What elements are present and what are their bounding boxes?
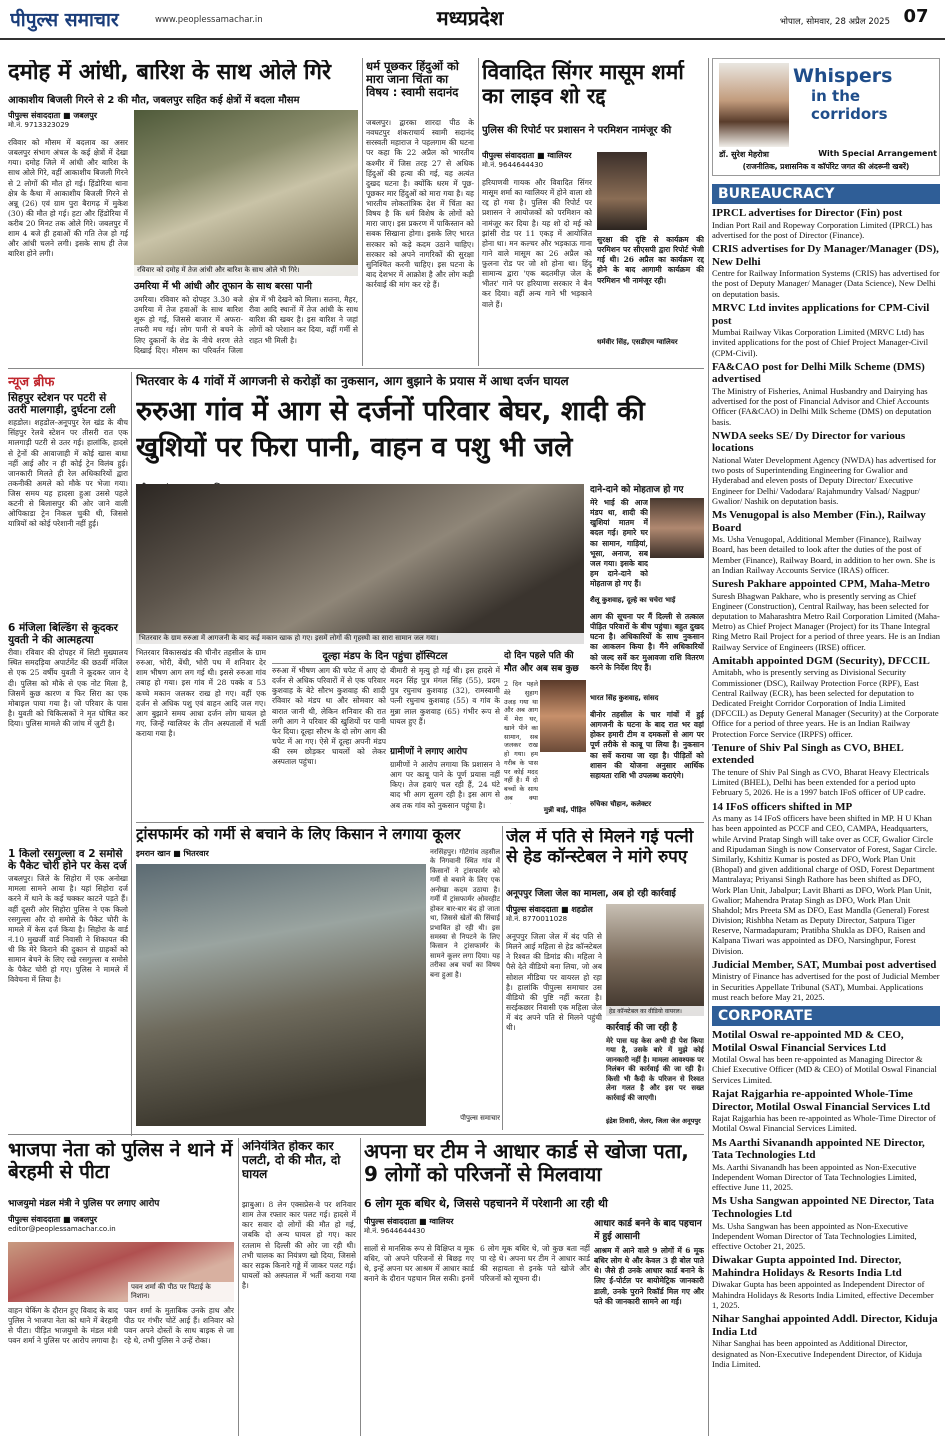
story-singer-photo xyxy=(597,152,647,230)
logo: पीपुल्स समाचार xyxy=(10,9,119,31)
brief-item-1: सिहपुर स्टेशन पर पटरी से उतरी मालगाड़ी, दुर्घटना टली शहडोल। शहडोल-अनूपपुर रेल खंड के बीच सिंहपुर रेलवे स्टेशन पर तीसरी रात एक मालगाड़ी पटरी से उतर गई। हालांकि, हादसे से ट्रेनों की आवाजाही में कोई खास बाधा नहीं आई और न ही कोई ट्रेन विलंब हुई। जानकारी मिलते ही रेल अधिकारियों द्वारा तकनीकी अमले को मौके पर भेजा गया। जिस समय यह हादसा हुआ उससे पहले कटनी से बिलासपुर की ओर जाने वाली ओपिकाडा ट्रेन निकल चुकी थी, जिससे यात्रियों को कोई परेशानी नहीं हुई। xyxy=(8,392,128,529)
story-cooler-headline: ट्रांसफार्मर को गर्मी से बचाने के लिए किसान ने लगाया कूलर xyxy=(136,826,461,843)
fire-sub1-list: बीमारी से मृत्यु हो गई थी। इस हादसे में मदन सिंह पुत्र मंगल सिंह (55), प्रदम पुत्र रघुनाथ कुशवाह (32), रामस्वामी पत्नी रघुनाथ कुशवाह (55) व गांव के मुन्ना लाल कुशवाह (65) गंभीर रूप से घायल हुए हैं। xyxy=(390,666,500,726)
wc-item-headline: Diwakar Gupta appointed Ind. Director, Mahindra Holidays & Resorts India Ltd xyxy=(712,1254,902,1279)
fire-side-quote-2: आग की सूचना पर मैं दिल्ली से तत्काल पीड़ित परिवारों के बीच पहुंचा। बहुत दुखद घटना है। अधिकारियों के साथ नुकसान का आकलन किया है। मैंने अधिकारियों को जल्द सर्वे कर मुआवजा राशि वितरण करने के निर्देश दिए हैं। xyxy=(590,612,704,672)
wc-item-body: Ministry of Finance has advertised for the post of Judicial Member in Securities Appellate Tribunal (SAT), Mumbai. Applications must reach before May 21, 2025. xyxy=(712,971,940,1002)
story-aadhaar-subhead: 6 लोग मूक बधिर थे, जिससे पहचानने में परेशानी आ रही थी xyxy=(364,1197,608,1210)
fire-side-credit-3: रुचिका चौहान, कलेक्टर xyxy=(590,800,652,808)
fire-sub3-credit: मुन्नी बाई, पीड़ित xyxy=(543,806,586,814)
fire-sub3-photo xyxy=(540,680,586,752)
wc-item-body: Mumbai Railway Vikas Corporation Limited (MRVC Ltd) has invited applications for the post of Chief Project Manager-Civil (CPM-Civil). xyxy=(712,327,929,358)
story-cooler-credit: पीपुल्स समाचार xyxy=(460,1114,500,1122)
wc-item-headline: Ms Venugopal is also Member (Fin.), Railway Board xyxy=(712,508,926,534)
fire-sub1-body: रुरुआ में भीषण आग की चपेट में आए दो दर्जन से अधिक परिवारों में से एक परिवार कुशवाह के बेटे सौरभ कुशवाह की शादी रविवार को मंडप था और सोमवार को बारात जानी थी, लेकिन शनिवार की रात लगी आग ने परिवार की खुशियों पर पानी फेर दिया। दूल्हा सौरभ के दो लोग आग की चपेट में आ गए। ऐसे में दूल्हा अपनी मंडप की रस्म छोड़कर घायलों को लेकर अस्पताल पहुंचा। xyxy=(272,666,386,767)
story-fire-photo: भितरवार के ग्राम रुरुआ में आगजनी के बाद कई मकान खाक हो गए। इसमें लोगों की गृहस्थी का सारा सामान जल गया। xyxy=(136,484,584,644)
wc-corporate-list xyxy=(712,1029,940,1369)
story-damoh-subhead: आकाशीय बिजली गिरने से 2 की मौत, जबलपुर सहित कई क्षेत्रों में बदला मौसम xyxy=(8,95,300,106)
story-damoh-headline: दमोह में आंधी, बारिश के साथ ओले गिरे xyxy=(8,60,332,85)
brief-item-2: 6 मंजिला बिल्डिंग से कूदकर युवती ने की आत्महत्या रीवा। रविवार की दोपहर में सिटी मुख्यालय स्थित समदड़िया अपार्टमेंट की छठवीं मंजिल से एक 25 वर्षीय युवती ने कूदकर जान दे दी। पुलिस को मौके से एक नोट मिला है, जिसमें कुछ कारण व फिर सिरा का एक मोबाइल पाया गया है। जो परिवार के पास है। युवती को चिकित्सकों ने मृत घोषित कर दिया। पुलिस मामले की जांच में जुटी है। xyxy=(8,622,128,728)
fire-side-credit-2: भारत सिंह कुशवाह, सांसद xyxy=(590,694,659,702)
fire-sub3-body: 2 दिन पहले मेरे सुहाग उजड़ गया था और अब आग में मेरा घर, खाने पीने का सामान, सब जलकर राख हो गया। हम गरीब के पास पर कोई मदद नहीं है। मैं दो बच्चों के साथ अब क्या xyxy=(504,680,538,802)
wc-item-body: Nihar Sanghai has been appointed as Additional Director, designated as Non-Executive Independent Director, of Kiduja India Limited. xyxy=(712,1338,922,1369)
story-aadhaar-body: सालों से मानसिक रूप से विक्षिप्त व मूक बधिर, जो अपने परिजनों से बिछड़ गए थे, इन्हें अपना घर आश्रम में आधार कार्ड बनाने के दौरान पहचान मिल सकी। इनमें 6 लोग मूक बधिर थे, जो कुछ बता नहीं पा रहे थे। अपना घर टीम ने आधार कार्ड की सहायता से इनके पते खोजे और परिजनों को सूचना दी। xyxy=(364,1244,590,1284)
fire-side-credit-1: शैलू कुशवाह, दूल्हे का चचेरा भाई xyxy=(590,596,676,604)
wc-item-headline: 14 IFoS officers shifted in MP xyxy=(712,800,853,813)
story-fire-kicker: भितरवार के 4 गांवों में आगजनी से करोड़ों का नुकसान, आग बुझाने के प्रयास में आधा दर्जन घायल xyxy=(136,374,569,388)
wc-item-body: Motilal Oswal has been re-appointed as Managing Director & Chief Executive Officer (MD & CEO) of Motilal Oswal Financial Services Limited. xyxy=(712,1054,937,1085)
story-sadanand-body: जबलपुर। द्वारका शारदा पीठ के नवघटपुर शंकराचार्य स्वामी सदानंद सरस्वती महाराज ने पहलगाम की घटना पर कहा कि 22 अप्रैल को भारतीय कश्मीर में जिस तरह 27 से अधिक हिंदुओं की हत्या की गई, यह अत्यंत दुखद घटना है। क्योंकि धरम में पूछ-पूछकर मार हिंदुओं को मारा गया है। यह भारतीय लोकतांत्रिक देश में चिंता का विषय है कि धर्म विशेष के लोगों को मारा जाए। इस प्रकरण में पाकिस्तान को सबक सिखाना होगा। इसके लिए भारत सरकार को कड़े कदम उठाने चाहिए। सरकार को अपने नागरिकों की सुरक्षा सुनिश्चित करनी चाहिए। इस घटना के बाद देशभर में आक्रोश है और लोग कड़ी कार्रवाई की मांग कर रहे हैं। xyxy=(366,118,474,289)
wc-item-body: Centre for Railway Information Systems (CRIS) has advertised for the post of Deputy Manager/ Manager (Data Science), New Delhi on deputation basis. xyxy=(712,268,940,299)
wc-item-headline: Ms Aarthi Sivanandh appointed NE Director, Tata Technologies Ltd xyxy=(712,1136,925,1162)
wc-section-corporate: CORPORATE xyxy=(712,1006,940,1026)
wc-arrangement: With Special Arrangement xyxy=(818,149,937,158)
story-aadhaar-side-body: आश्रम में आने वाले 9 लोगों में 6 मूक बधिर लोग थे और केवल 3 ही बोल पाते थे। जैसे ही उनके आधार कार्ड बनाने के लिए ई-पोर्टल पर बायोमेट्रिक जानकारी डाली, उनके पुराने रिकॉर्ड मिल गए और पते की जानकारी सामने आ गई। xyxy=(594,1246,704,1306)
story-singer-credit: धर्मवीर सिंह, एसडीएम ग्वालियर xyxy=(597,338,678,346)
story-singer-side: सुरक्षा की दृष्टि से कार्यक्रम की परमिशन पर सीएसपी द्वारा रिपोर्ट भेजी गई थी। 26 अप्रैल का कार्यक्रम रद्द होने के बाद आगामी कार्यक्रम की परमिशन भी नामंजूर रही। xyxy=(597,235,704,285)
wc-item-headline: Tenure of Shiv Pal Singh as CVO, BHEL extended xyxy=(712,741,904,767)
story-jail-side-body: मेरे पास यह केस अभी ही पेश किया गया है, उसके बारे में मुझे कोई जानकारी नहीं है। मामला आवश्यक पर निलंबन की कार्रवाई की जा रही है। किसी भी कैदी के परिजन से रिश्वत लेना गलत है और इस पर सख्त कार्रवाई की जाएगी। xyxy=(606,1036,704,1102)
story-singer-headline: विवादित सिंगर मासूम शर्मा का लाइव शो रद्द xyxy=(482,60,684,109)
story-cooler-body: नरसिंहपुर। गोटेगांव तहसील के निगवानी स्थित गांव में किसानों ने ट्रांसफार्मर को गर्मी से बचाने के लिए एक अनोखा कदम उठाया है। गर्मी में ट्रांसफार्मर ओवरहीट होकर बार-बार बंद हो जाता था, जिससे खेतों की सिंचाई प्रभावित हो रही थी। इस समस्या से निपटने के लिए किसान ने ट्रांसफार्मर के सामने कूलर लगा दिया। यह तरीका अब चर्चा का विषय बना हुआ है। xyxy=(430,848,500,979)
wc-item-body: Ms. Aarthi Sivanandh has been appointed as Non-Executive Independent Woman Director of Tata Technologies Limited, effective June 11, 2025. xyxy=(712,1161,917,1193)
fire-sub3: दो दिन पहले पति की मौत और अब सब कुछ xyxy=(504,651,579,674)
fire-sub1: दूल्हा मंडप के दिन पहुंचा हॉस्पिटल xyxy=(272,648,498,664)
wc-item-headline: Amitabh appointed DGM (Security), DFCCIL xyxy=(712,654,930,667)
story-umaria-body: उमरिया। रविवार को दोपहर 3.30 बजे उमरिया में तेज हवाओं के साथ बारिश शुरू हो गई, जिससे बाजार में अफरा-तफरी मच गई। लोग पानी से बचने के लिए दुकानों के शेड के नीचे शरण लेते दिखाई दिए। मौसम का परिवर्तन जिला क्षेत्र में भी देखने को मिला। सतना, मैहर, रीवा आदि स्थानों में तेज आंधी के साथ बारिश की खबर है। इस बारिश ने जहां लोगों को परेशान कर दिया, वहीं गर्मी से राहत भी मिली है। xyxy=(134,295,358,355)
fire-side-quote-1: मेरे भाई की आज मंडप था, शादी की खुशियां मातम में बदल गई। हमारे घर का सामान, गाड़ियां, भूसा, अनाज, सब जल गया। इसके बाद हम दाने-दाने को मोहताज हो गए हैं। xyxy=(590,498,648,588)
story-singer-byline: पीपुल्स संवाददाता ■ ग्वालियर मो.नं. 9644644430 xyxy=(482,151,572,169)
story-jail-headline: जेल में पति से मिलने गई पत्नी से हेड कॉन्स्टेबल ने मांगे रुपए xyxy=(506,828,694,867)
story-jail-side-title: कार्रवाई की जा रही है xyxy=(606,1023,678,1033)
wc-item-headline: IPRCL advertises for Director (Fin) post xyxy=(712,207,903,219)
fire-side-quote-3: बीनोर तहसील के चार गांवों में हुई आगजनी के घटना के बाद रात भर वहां होकर हमारी टीम व दमकलों से आग पर पूर्ण तरीके से काबू पा लिया है। नुकसान का सर्वे कराया जा रहा है। पीड़ितों को शासन की योजना अनुसार आर्थिक सहायता राशि भी उपलब्ध कराएंगे। xyxy=(590,710,704,780)
story-jail-subhead: अनूपपुर जिला जेल का मामला, अब हो रही कार्रवाई xyxy=(506,889,676,899)
story-bjp-subhead: भाजयुमो मंडल मंत्री ने पुलिस पर लगाए आरोप xyxy=(8,1199,160,1209)
wc-item-headline: NWDA seeks SE/ Dy Director for various locations xyxy=(712,429,906,455)
wc-item-body: National Water Development Agency (NWDA) has advertised for two posts of Superintending Engineering for Gwalior and Hyderabad and eleven posts of Deputy Director/ Executive Engineer for Delhi/ Vadodara/ Rajahmundry Valsad/ Nagpur/ Gwalior/ Nashik on deputation basis. xyxy=(712,455,937,506)
wc-item-body: Rajat Rajgarhia has been re-appointed as Whole-Time Director of Motilal Oswal Financial Services Limited. xyxy=(712,1113,936,1134)
fire-sub2-body: ग्रामीणों ने आरोप लगाया कि प्रशासन ने आग पर काबू पाने के पूर्ण प्रयास नहीं किए। तेज हवाएं चल रही हैं, 24 घंटे बाद भी आग सुलग रही है। इस आग से अब तक गांव को नुकसान पहुंचा है। xyxy=(390,760,500,810)
wc-item-body: The Ministry of Fisheries, Animal Husbandry and Dairying has advertised for the post of Financial Advisor and Chief Accounts Officer (FA&CAO) in Delhi Milk Scheme (DMS) on deputation basis. xyxy=(712,385,932,427)
story-car-headline: अनियंत्रित होकर कार पलटी, दो की मौत, दो घायल xyxy=(242,1140,341,1181)
wc-bureaucracy-list xyxy=(712,207,940,1002)
section-title: मध्यप्रदेश xyxy=(436,6,504,30)
wc-item-body: Diwakar Gupta has been appointed as Independent Director of Mahindra Holidays & Resorts India Limited, effective December 1, 2025. xyxy=(712,1279,934,1310)
wc-item-body: Suresh Bhagwan Pakhare, who is presently serving as Chief Engineer (Construction), Central Railway, has been selected for deputation to Maharashtra Metro Rail Corporation Limited (Maha-Metro) as Chief Project Manager (Project) for its Thane Integral Ring Metro Rail Project for a period of three years. He is an Indian Railway Service of Engineers (IRSE) officer. xyxy=(712,590,940,652)
wc-item-headline: Suresh Pakhare appointed CPM, Maha-Metro xyxy=(712,577,930,590)
dateline: भोपाल, सोमवार, 28 अप्रैल 2025 xyxy=(779,17,890,27)
wc-item-headline: Nihar Sanghai appointed Addl. Director, Kiduja India Ltd xyxy=(712,1313,938,1338)
story-jail-byline: पीपुल्स संवाददाता ■ शहडोल मो.नं. 8770011028 xyxy=(506,905,593,923)
brief-item-3: 1 किलो रसगुल्ला व 2 समोसे के पैकेट चोरी होने पर केस दर्ज जबलपुर। जिले के सिहोरा में एक अनोखा मामला सामने आया है। यहां सिहोरा दर्ज करने में थाने के कई चक्कर काटने पड़ते हैं। वहीं दूसरी ओर सिहोरा पुलिस ने एक किलो रसगुल्ला और दो समोसे के पैकेट चोरी के मामले में केस दर्ज किया है। सिहोरा के वार्ड नं.10 मुखर्जी वार्ड निवासी ने शिकायत की थी कि मेरे किराने की दुकान से ग्राहकों को सामान बेचने के लिए रखे रसगुल्ला व समोसे के पैकेट चोरी हो गए। पुलिस ने मामले में विवेचना में लिया है। xyxy=(8,848,128,985)
wc-item-body: Amitabh, who is presently serving as Divisional Security Commissioner (DSC), Railway Protection Force (RPF), East Central Railway (ECR), has been selected for deputation to Dedicated Freight Corridor Corporation of India Limited (DFCCIL) as Deputy General Manager (Security) at the Corporate Office for a period of three years. He is an Indian Railway Protection Force Service (IRPFS) officer. xyxy=(712,667,939,739)
wc-item-headline: Ms Usha Sangwan appointed NE Director, Tata Technologies Ltd xyxy=(712,1195,935,1220)
wc-item-body: The tenure of Shiv Pal Singh as CVO, Bharat Heavy Electricals Limited (BHEL), Delhi has been extended for a period upto February 5, 2026. He is a 1997 batch IFoS officer of UP cadre. xyxy=(712,766,929,798)
story-bjp-headline: भाजपा नेता को पुलिस ने थाने में बेरहमी से पीटा xyxy=(8,1140,233,1183)
story-bjp-byline: पीपुल्स संवाददाता ■ जबलपुर editor@peoplessamachar.co.in xyxy=(8,1215,116,1233)
story-aadhaar-byline: पीपुल्स संवाददाता ■ ग्वालियर मो.नं. 9644644430 xyxy=(364,1217,454,1235)
wc-author-photo xyxy=(719,63,789,147)
wc-item-headline: CRIS advertises for Dy Manager/Manager (DS), New Delhi xyxy=(712,243,939,268)
wc-item-body: Indian Port Rail and Ropeway Corporation Limited (IPRCL) has advertised for the post of Director (Finance). xyxy=(712,219,933,240)
story-bjp-photo: पवन शर्मा की पीठ पर पिटाई के निशान। xyxy=(8,1242,234,1302)
wc-item-body: As many as 14 IFoS officers have been shifted in MP. H U Khan has been appointed as PCCF and CEO, CAMPA, Headquarters, while Arvind Pratap Singh will take over as CCF, Gwalior Circle and Ripudaman Singh is now Conservator of Forest, Sagar Circle. Similarly, Kshitiz Kumar is posted as DFO, Work Plan Unit (Bhopal) and given additional charge of OSD, Forest Department Mantralaya; Priyansi Singh Rathore has been shifted as DFO, Work Plan Unit, Jabalpur; Lavit Bharti as DFO, Work Plan Unit, Gwalior; Mahendra Pratap Singh as DFO, Work Plan Unit Shahdol; Mrs Preeta SM as DFO, East Mandla (General) Forest Division; Rishbha Netam as Deputy Director, Satpura Tiger Reserve, Narmadapuram; Pratibha Shukla as DFO, Raisen and Kalpana Tiwari was appointed as DFO, Narsinghpur, Forest Division. xyxy=(712,813,937,956)
fire-body-col1: भितरवार विकासखंड की चीनौर तहसील के ग्राम रुरुआ, भोरी, बेंथी, भोरी पथ में शनिवार देर शाम भीषण आग लग गई थी। इससे रुरुआ गांव तबाह हो गया। इस गांव में 28 पक्के व 53 कच्चे मकान जलकर राख हो गए। वहीं एक दर्जन से अधिक पशु एवं वाहन आदि जल गए। आग बुझाने समय आधा दर्जन लोग घायल हो गए, जिन्हें ग्वालियर के तीन अस्पतालों में भर्ती कराया गया है। xyxy=(136,648,266,738)
page-number: 07 xyxy=(903,6,929,27)
wc-logo: Whispers in the corridors xyxy=(793,65,893,123)
story-jail-photo: हेड कॉन्स्टेबल का वीडियो वायरल। xyxy=(606,904,704,1016)
wc-item-body: Ms. Usha Sangwan has been appointed as Non-Executive Independent Woman Director of Tata Technologies Limited, effective October 21, 2025. xyxy=(712,1220,917,1252)
story-damoh-byline: पीपुल्स संवाददाता ■ जबलपुर मो.नं. 9713323029 xyxy=(8,111,98,129)
story-sadanand-headline: धर्म पूछकर हिंदुओं को मारा जाना चिंता का विषय : स्वामी सदानंद xyxy=(366,60,459,100)
story-fire-headline: रुरुआ गांव में आग से दर्जनों परिवार बेघर, शादी की खुशियों पर फिरा पानी, वाहन व पशु भी जले xyxy=(136,396,645,464)
story-singer-subhead: पुलिस की रिपोर्ट पर प्रशासन ने परमिशन नामंजूर की xyxy=(482,125,672,136)
wc-item-headline: FA&CAO post for Delhi Milk Scheme (DMS) advertised xyxy=(712,360,925,386)
news-brief-label: न्यूज ब्रीफ xyxy=(8,375,55,390)
fire-side-photo-1 xyxy=(650,498,704,558)
story-aadhaar-headline: अपना घर टीम ने आधार कार्ड से खोजा पता, 9 लोगों को परिजनों से मिलवाया xyxy=(364,1140,689,1186)
story-bjp-body: वाहन चेकिंग के दौरान हुए विवाद के बाद पुलिस ने भाजपा नेता को थाने में बेरहमी से पीटा। पीड़ित भाजयुमो के मंडल मंत्री पवन शर्मा ने पुलिस पर आरोप लगाया है। पवन शर्मा के मुताबिक उनके हाथ और पीठ पर गंभीर चोटें आई हैं। शनिवार को पवन अपने दोस्तों के साथ बाइक से जा रहे थे, तभी पुलिस ने उन्हें रोका। xyxy=(8,1306,234,1346)
story-damoh-photo: रविवार को दमोह में तेज आंधी और बारिश के साथ ओले भी गिरे। xyxy=(134,110,358,276)
story-singer-body: हरियाणवी गायक और विवादित सिंगर मासूम शर्मा का ग्वालियर में होने वाला शो रद्द हो गया है। पुलिस की रिपोर्ट पर प्रशासन ने आयोजकों को परमिशन को नामंजूर कर दिया है। यह शो दो मई को झांसी रोड पर 11 एकड़ में आयोजित होना था। मन कल्चर और भड़काऊ गाना गाने वाले मासूम का 26 अप्रैल को फ़ुलना रोड पर जो शो होना था। हिंदू सामान्य द्वारा 'एक बदतमीज़ जेल के भीतर' गाने पर हरियाणा सरकार ने बैन कर दिया। वहीं अन्य गाने भी भड़काने वाले हैं। xyxy=(482,178,592,309)
fire-side-title: दाने-दाने को मोहताज हो गए xyxy=(590,485,684,495)
wc-item-headline: Motilal Oswal re-appointed MD & CEO, Motilal Oswal Financial Services Ltd xyxy=(712,1029,904,1054)
story-cooler-byline: इमरान खान ■ भितरवार xyxy=(136,849,209,858)
story-jail-body: अनूपपुर जिला जेल में बंद पति से मिलने आई महिला से हेड कॉन्स्टेबल ने रिश्वत की डिमांड की। महिला ने पैसे देते वीडियो बना लिया, जो अब सोशल मीडिया पर वायरल हो रहा है। हालांकि पीपुल्स समाचार उस वीडियो की पुष्टि नहीं करता है। सरईकछार निवासी एक महिला जेल में बंद अपने पति से मिलने पहुंची थी। xyxy=(506,932,602,1033)
wc-tagline: (राजनीतिक, प्रशासनिक व कॉर्पोरेट जगत की अंदरूनी खबरें) xyxy=(742,162,910,171)
fire-sub2: ग्रामीणों ने लगाए आरोप xyxy=(390,747,468,757)
wc-author: डॉ. सुरेश मेहरोत्रा xyxy=(719,150,769,159)
wc-item-headline: Judicial Member, SAT, Mumbai post advertised xyxy=(712,958,937,971)
story-damoh-body: रविवार को मौसम में बदलाव का असर जबलपुर संभाग अंचल के कई क्षेत्रों में देखा गया। दमोह जिले में आंधी और बारिश के साथ ओले गिरे, वहीं आकाशीय बिजली गिरने से 2 लोगों की मौत हो गई। हिंडोरिया थाना क्षेत्र के कैथा में आकाशीय बिजली गिरने से अन्नू (26) एवं ग्राम पुरा बैरागढ़ में मुकेश (30) की मौत हो गई। हटा और हिंडोरिया में करीब 20 मिनट तक ओले गिरे। जबलपुर में शाम 4 बजे ही हवाओं की गति तेज हो गई और आंधी चलने लगी। इसके साथ ही तेज बारिश होने लगी। xyxy=(8,138,128,259)
website: www.peoplessamachar.in xyxy=(155,15,263,25)
wc-section-bureaucracy: BUREAUCRACY xyxy=(712,184,940,204)
wc-item-body: Ms. Usha Venugopal, Additional Member (Finance), Railway Board, has been detailed to look after the duties of the post of Member (Finance), Railway Board, in addition to her own. She is an Indian Railway Accounts Service (IRAS) officer. xyxy=(712,534,936,575)
wc-column xyxy=(712,58,940,1438)
story-aadhaar-side-title: आधार कार्ड बनने के बाद पहचान में हुई आसानी xyxy=(594,1219,702,1242)
story-umaria-headline: उमरिया में भी आंधी और तूफान के साथ बरसा पानी xyxy=(134,281,312,292)
masthead xyxy=(0,0,945,40)
story-car-body: झाबुआ। 8 लेन एक्सप्रेस-वे पर शनिवार शाम तेज रफ्तार कार पलट गई। हादसे में कार सवार दो लोगों की मौत हो गई, जबकि दो अन्य घायल हो गए। कार रतलाम से दिल्ली की ओर जा रही थी। तभी चालक का नियंत्रण खो दिया, जिससे कार सड़क किनारे गड्ढे में जाकर पलट गई। घायलों को अस्पताल में भर्ती कराया गया है। xyxy=(242,1200,356,1290)
story-cooler-photo xyxy=(136,864,426,1126)
wc-item-headline: Rajat Rajgarhia re-appointed Whole-Time Director, Motilal Oswal Financial Services Ltd xyxy=(712,1087,931,1113)
story-jail-side-credit: इंद्रेश तिवारी, जेलर, जिला जेल अनूपपुर xyxy=(606,1117,701,1125)
wc-item-headline: MRVC Ltd invites applications for CPM-Civil post xyxy=(712,301,930,327)
